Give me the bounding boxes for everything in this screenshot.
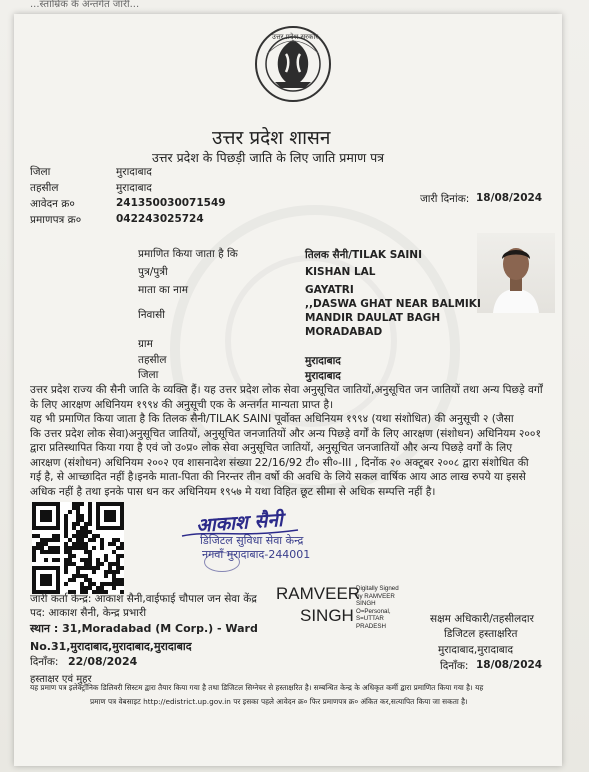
son-label: पुत्र/पुत्री: [138, 266, 168, 278]
authority-date-value: 18/08/2024: [476, 659, 543, 671]
issue-date-value: 18/08/2024: [476, 192, 543, 204]
mother-label: माता का नाम: [138, 284, 188, 296]
digital-sign-line: O=Personal,: [356, 607, 391, 615]
digital-sign-line: S=UTTAR: [356, 615, 384, 622]
district-label: जिला: [30, 166, 51, 178]
issuer-line-1: जारी कर्ता केन्द्र: आकाश सैनी,वाईफाई चौपाल जन सेवा केंद्र: [30, 593, 257, 605]
authority-place: मुरादाबाद,मुरादाबाद: [438, 644, 514, 656]
details-tehsil-label: तहसील: [138, 354, 167, 366]
tehsil-label: तहसील: [30, 182, 59, 194]
certified-label: प्रमाणित किया जाता है कि: [138, 248, 238, 260]
stamp-line-1: डिजिटल सुविधा सेवा केन्द्र: [200, 534, 304, 547]
body-line: कि उत्तर प्रदेश लोक सेवा)अनुसूचित जातियों, अनुसूचित जनजातियों और अन्य पिछड़े वर्गों के लिए आरक्षण (संशोधन) अधिनियम २००१: [30, 427, 541, 440]
details-district-label: जिला: [138, 369, 159, 381]
digital-sign-line: Digitally Signed: [356, 585, 399, 592]
address-line-2: MANDIR DAULAT BAGH: [305, 312, 441, 324]
footer-line-2: प्रमाण पत्र वेबसाइट http://edistrict.up.gov.in पर इसका पहले आवेदन क्र० फिर प्रमाणपत्र क्र० अंकित कर,सत्यापित किया जा सकता है।: [90, 697, 468, 706]
issuer-line-2: पद: आकाश सैनी, केन्द्र प्रभारी: [30, 607, 147, 619]
digital-signer-name-1: RAMVEER: [276, 584, 361, 603]
body-line: उत्तर प्रदेश राज्य की सैनी जाति के व्यक्ति हैं। यह उत्तर प्रदेश लोक सेवा अनुसूचित जातियों,अनुसूचित जन जातियों तथा अन्य पिछड़े वर्गों: [30, 384, 543, 396]
body-line: अधिक नहीं है तथा इनके पास धन कर अधिनियम १९५७ मे यथा विहित छूट सीमा से अधिक सम्पत्ति नहीं है।: [30, 485, 436, 498]
emblem-ring-text: उत्तर प्रदेश सरकार: [272, 33, 319, 41]
page-title: उत्तर प्रदेश शासन: [212, 127, 331, 149]
issuer-sign-label: हस्ताक्षर एवं मुहर: [30, 674, 92, 685]
body-line: आरक्षण (संशोधन) अधिनियम २००२ एव शासनादेश संख्या 22/16/92 टी० सी०-III , दिनोंक २० अक्टूबर २००८ द्वारा संशोधित की: [30, 456, 529, 469]
district-value: मुरादाबाद: [116, 166, 152, 178]
application-number: 241350030071549: [116, 197, 226, 209]
digital-signer-name-2: SINGH: [300, 606, 354, 625]
digital-sign-line: SINGH: [356, 600, 376, 607]
digital-sign-details: [356, 585, 399, 630]
issuer-line-3: स्थान : 31,Moradabad (M Corp.) - Ward: [30, 622, 258, 635]
authority-date-label: दिनाँक:: [440, 660, 469, 672]
authority-title: सक्षम अधिकारी/तहसीलदार: [430, 613, 534, 625]
stamp-line-2: नगवाँ मुरादाबाद-244001: [202, 548, 311, 561]
verification-qr-code: [32, 502, 124, 594]
stamp-seal: [204, 552, 240, 572]
issuer-date-value: 22/08/2024: [68, 655, 138, 668]
authority-sign-label: डिजिटल हस्ताक्षरित: [444, 628, 518, 640]
body-line: यह भी प्रमाणित किया जाता है कि तिलक सैनी/TILAK SAINI पूर्वोक्त अधिनियम १९९४ (यथा संशोधित) की अनुसूची २ (जैसा: [30, 413, 514, 425]
details-district-value: मुरादाबाद: [305, 370, 341, 382]
person-photo-icon: [477, 233, 555, 313]
page-subtitle: उत्तर प्रदेश के पिछड़ी जाति के लिए जाति प्रमाण पत्र: [152, 150, 385, 165]
handwritten-signature: आकाश सैनी: [195, 508, 284, 537]
digital-sign-line: by RAMVEER: [356, 592, 395, 600]
body-line: के लिए आरक्षण अधिनियम १९९४ की अनुसूची एक के अन्तर्गत मान्यता प्राप्त है।: [30, 398, 334, 411]
tehsil-value: मुरादाबाद: [116, 182, 152, 194]
body-line: गई है, से आच्छादित नहीं है।इनके माता-पिता की निरन्तर तीन वर्षो की अवधि के लिये सकल वार्षिक आय आठ लाख रुपये या इससे: [30, 471, 526, 483]
applicant-photo: [477, 233, 555, 313]
certified-value: तिलक सैनी/TILAK SAINI: [305, 249, 422, 261]
issuer-line-4: No.31,मुरादाबाद,मुरादाबाद,मुरादाबाद: [30, 640, 192, 653]
qr-code-icon: [32, 502, 124, 594]
resident-label: निवासी: [138, 309, 165, 321]
mother-name: GAYATRI: [305, 284, 354, 296]
digital-sign-line: PRADESH: [356, 622, 386, 630]
application-label: आवेदन क्र०: [30, 198, 75, 210]
certificate-label: प्रमाणपत्र क्र०: [30, 214, 82, 226]
certificate-body: [30, 383, 545, 499]
body-line: द्वारा प्रतिस्थापित किया गया है एवं जो उ०प्र० लोक सेवा अनुसूचित जातियों, अनुसूचित जनजातियों और अन्य पिछड़े वर्गों के लिए: [30, 442, 513, 454]
details-tehsil-value: मुरादाबाद: [305, 355, 341, 367]
father-name: KISHAN LAL: [305, 266, 376, 278]
certificate-number: 042243025724: [116, 213, 204, 225]
issuer-date-label: दिनाँक:: [30, 656, 59, 668]
village-label: ग्राम: [138, 338, 153, 350]
top-strip-text: ...स्ताम्रिक के अन्तर्गत जारी...: [30, 0, 140, 10]
issue-date-label: जारी दिनांक:: [420, 193, 470, 205]
address-line-3: MORADABAD: [305, 326, 383, 338]
address-line-1: ,,DASWA GHAT NEAR BALMIKI: [305, 298, 481, 310]
footer-line-1: यह प्रमाण पत्र इलेक्ट्रॉनिक डिलिवरी सिस्टम द्वारा तैयार किया गया है तथा डिजिटल सिग्नेचर से हस्ताक्षरित है। सम्बन्धित केन्द्र के अधिकृत कर्मी द्वारा प्रमाणित किया गया है। यह: [30, 683, 484, 692]
